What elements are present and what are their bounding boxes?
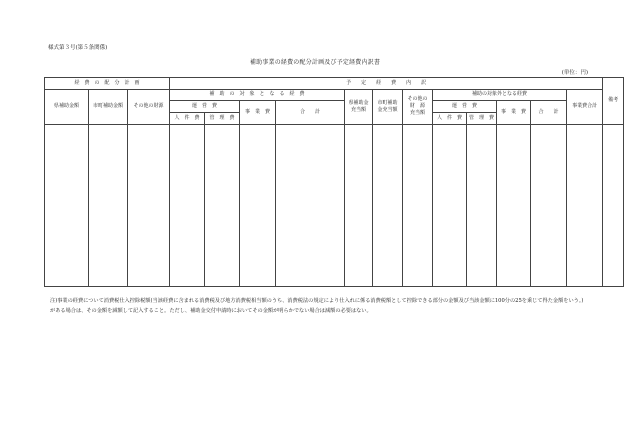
non-sub-project-cost-cell[interactable]	[497, 124, 531, 286]
city-subsidy-allocation-cell[interactable]	[373, 124, 403, 286]
subsidized-total-header: 合 計	[276, 101, 345, 124]
subsidized-total-cell[interactable]	[276, 124, 345, 286]
table-row	[45, 124, 624, 286]
remarks-header: 備考	[603, 78, 624, 125]
non-sub-total-cell[interactable]	[531, 124, 567, 286]
non-sub-personnel-cost-header: 人 件 費	[433, 112, 467, 124]
non-subsidized-expenses-header: 補助の対象外となる経費	[433, 89, 567, 101]
pref-allocation-line-2: 充当額	[351, 106, 367, 113]
total-project-cost-header: 事業費合計	[567, 89, 603, 124]
project-cost-cell[interactable]	[240, 124, 276, 286]
city-subsidy-amount-header: 市町補助金額	[89, 89, 128, 124]
non-sub-operating-cost-header: 運 営 費	[433, 101, 497, 113]
subsidized-expenses-header: 補 助 の 対 象 と な る 経 費	[170, 89, 345, 101]
pref-subsidy-allocation-cell[interactable]	[345, 124, 373, 286]
non-sub-admin-cost-header: 管 理 費	[467, 112, 497, 124]
other-funds-allocation-cell[interactable]	[403, 124, 433, 286]
non-sub-admin-cost-cell[interactable]	[467, 124, 497, 286]
expense-breakdown-header: 予 定 経 費 内 訳	[170, 78, 603, 90]
pref-allocation-line-1: 県補助金	[348, 99, 369, 106]
pref-subsidy-amount-header: 県補助金額	[45, 89, 89, 124]
document-title: 補助事業の経費の配分計画及び予定経費内訳書	[249, 59, 381, 66]
other-allocation-line-2: 財 源	[410, 103, 426, 110]
pref-subsidy-allocation-header	[345, 89, 373, 124]
admin-cost-header: 管 理 費	[205, 112, 240, 124]
non-sub-total-header: 合 計	[531, 101, 567, 124]
other-funds-header: その他の財源	[128, 89, 170, 124]
unit-label: (単位：円)	[561, 70, 588, 76]
personnel-cost-cell[interactable]	[170, 124, 205, 286]
non-sub-project-cost-header: 事 業 費	[497, 101, 531, 124]
total-project-cost-cell[interactable]	[567, 124, 603, 286]
operating-cost-header: 運 営 費	[170, 101, 240, 113]
form-number: 様式第３号(第５条関係)	[48, 45, 108, 51]
other-funds-allocation-header	[403, 89, 433, 124]
city-subsidy-amount-cell[interactable]	[89, 124, 128, 286]
city-allocation-line-1: 市町補助	[377, 99, 398, 106]
other-funds-cell[interactable]	[128, 124, 170, 286]
admin-cost-cell[interactable]	[205, 124, 240, 286]
other-allocation-line-3: 充当額	[410, 110, 426, 117]
city-subsidy-allocation-header	[373, 89, 403, 124]
remarks-cell[interactable]	[603, 124, 624, 286]
expense-table	[44, 77, 624, 287]
footnote: 注)事業の経費について消費税仕入控除税額(当該経費に含まれる消費税及び地方消費税相当額のうち、消費税法の規定により仕入れに係る消費税額として控除できる部分の金額及び当該金額に100分の25を乗じて得た金額をいう。)がある場合は、その金額を減額して記入すること。ただし、補助金交付申請時においてその金額が明らかでない場合は減額の必要はない。	[50, 298, 584, 314]
personnel-cost-header: 人 件 費	[170, 112, 205, 124]
non-sub-personnel-cost-cell[interactable]	[433, 124, 467, 286]
pref-subsidy-amount-cell[interactable]	[45, 124, 89, 286]
city-allocation-line-2: 金充当額	[377, 106, 398, 113]
other-allocation-line-1: その他の	[407, 96, 428, 103]
allocation-plan-header: 経 費 の 配 分 計 画	[45, 78, 170, 90]
project-cost-header: 事 業 費	[240, 101, 276, 124]
